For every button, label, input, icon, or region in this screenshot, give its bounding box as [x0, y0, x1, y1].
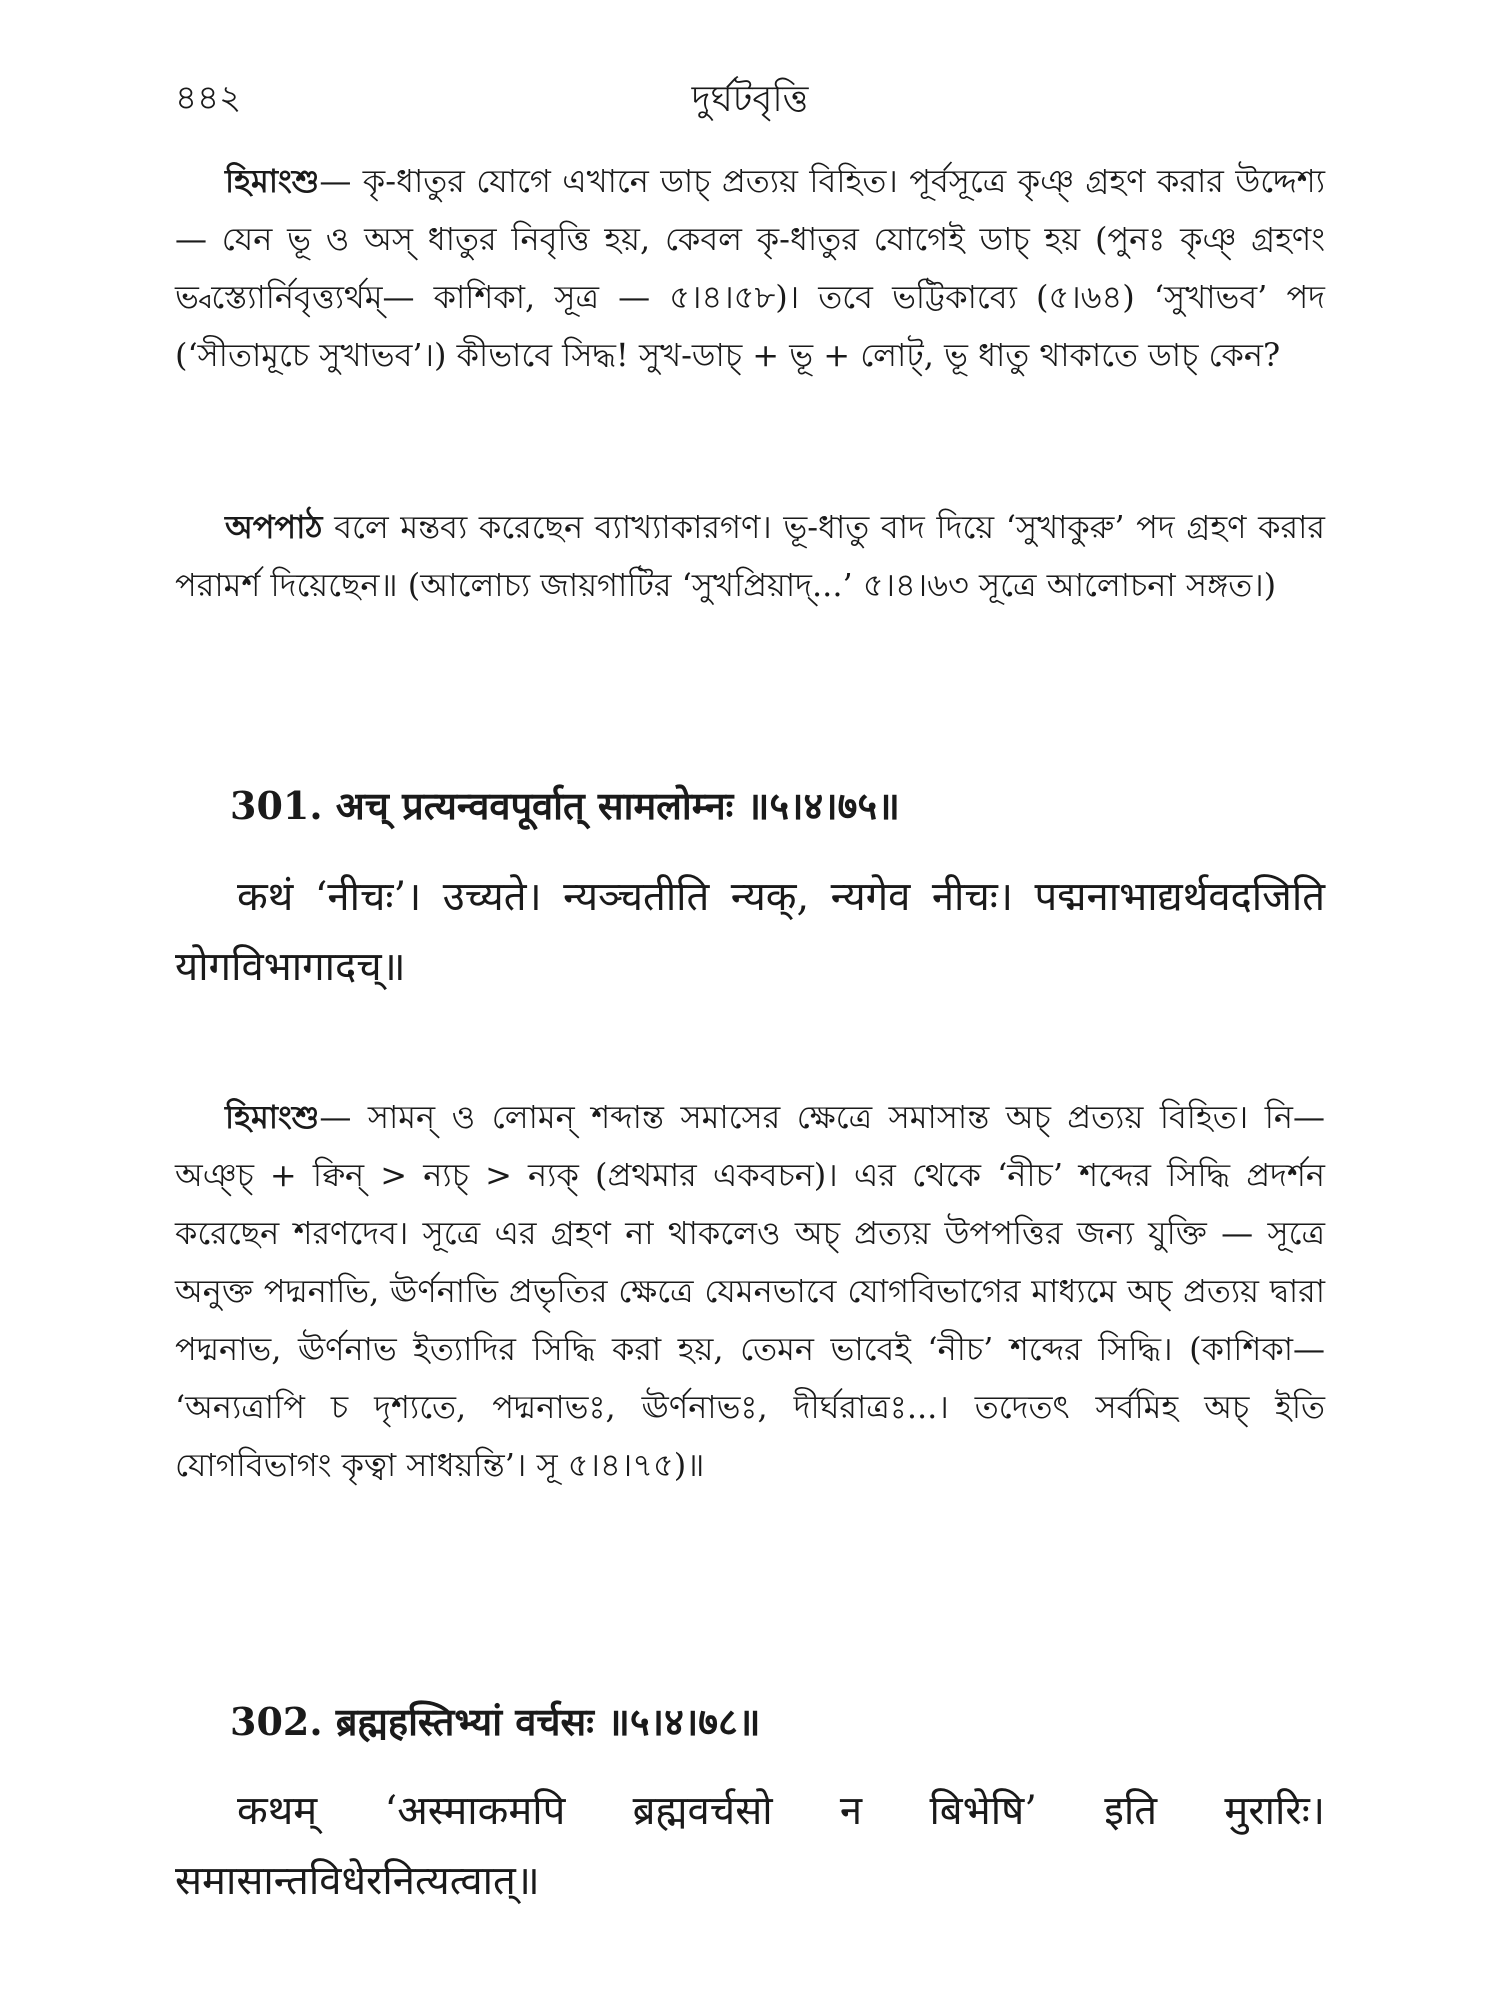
sutra-heading-302: 302. ब्रह्महस्तिभ्यां वर्चसः ॥५।४।७८॥	[230, 1699, 761, 1744]
page-number: ৪৪২	[175, 78, 242, 118]
commentary-lead-3: হিমাংশু	[225, 1098, 320, 1136]
commentary-paragraph-1	[175, 152, 1325, 384]
commentary-text-3: — সামন্ ও লোমন্ শব্দান্ত সমাসের ক্ষেত্রে সমাসান্ত অচ্ প্রত্যয় বিহিত। নি— অঞ্চ্ + ক্বিন্ > ন্যচ্ > ন্যক্ (প্রথমার একবচন)। এর থেকে ‘নীচ’ শব্দের সিদ্ধি প্রদর্শন করেছেন শরণদেব। সূত্রে এর গ্রহণ না থাকলেও অচ্ প্রত্যয় উপপত্তির জন্য যুক্তি — সূত্রে অনুক্ত পদ্মনাভি, ঊর্ণনাভি প্রভৃতির ক্ষেত্রে যেমনভাবে যোগবিভাগের মাধ্যমে অচ্ প্রত্যয় দ্বারা পদ্মনাভ, ঊর্ণনাভ ইত্যাদির সিদ্ধি করা হয়, তেমন ভাবেই ‘নীচ’ শব্দের সিদ্ধি। (কাশিকা— ‘অন্যত্রাপি চ দৃশ্যতে, পদ্মনাভঃ, ঊর্ণনাভঃ, দীর্ঘরাত্রঃ...। তদেতৎ সর্বমিহ অচ্ ইতি যোগবিভাগং কৃত্বা সাধয়ন্তি’। সূ ৫।৪।৭৫)॥	[175, 1098, 1325, 1484]
commentary-text-1: — কৃ-ধাতুর যোগে এখানে ডাচ্ প্রত্যয় বিহিত। পূর্বসূত্রে কৃঞ্ গ্রহণ করার উদ্দেশ্য— যেন ভূ ও অস্ ধাতুর নিবৃত্তি হয়, কেবল কৃ-ধাতুর যোগেই ডাচ্ হয় (পুনঃ কৃঞ্ গ্রহণং ভ্বস্ত্যোর্নিবৃত্ত্যর্থম্— কাশিকা, সূত্র — ৫।৪।৫৮)। তবে ভট্টিকাব্যে (৫।৬৪) ‘সুখাভব’ পদ (‘সীতামূচে সুখাভব’।) কীভাবে সিদ্ধ! সুখ-ডাচ্ + ভূ + লোট্, ভূ ধাতু থাকাতে ডাচ্ কেন?	[175, 162, 1325, 374]
commentary-text-2: বলে মন্তব্য করেছেন ব্যাখ্যাকারগণ। ভূ-ধাতু বাদ দিয়ে ‘সুখাকুরু’ পদ গ্রহণ করার পরামর্শ দিয়েছেন॥ (আলোচ্য জায়গাটির ‘সুখপ্রিয়াদ্...’ ৫।৪।৬৩ সূত্রে আলোচনা সঙ্গত।)	[175, 508, 1325, 604]
commentary-paragraph-3	[175, 1088, 1325, 1494]
sutra-heading-301: 301. अच् प्रत्यन्ववपूर्वात् सामलोम्नः ॥५।४।७५॥	[230, 783, 900, 828]
vritti-text-302: कथम् ‘अस्माकमपि ब्रह्मवर्चसो न बिभेषि’ इति मुरारिः। समासान्तविधेरनित्यत्वात्॥	[175, 1788, 1325, 1904]
vritti-text-301: कथं ‘नीचः’। उच्यते। न्यञ्चतीति न्यक्, न्यगेव नीचः। पद्मनाभाद्यर्थवदजिति योगविभागादच्॥	[175, 874, 1325, 990]
commentary-paragraph-2	[175, 498, 1325, 614]
commentary-lead-1: হিমাংশু	[225, 162, 320, 200]
commentary-lead-2: অপপাঠ	[225, 508, 323, 546]
page-header	[175, 72, 1325, 132]
running-title: দুর্ঘটবৃত্তি	[691, 79, 809, 120]
